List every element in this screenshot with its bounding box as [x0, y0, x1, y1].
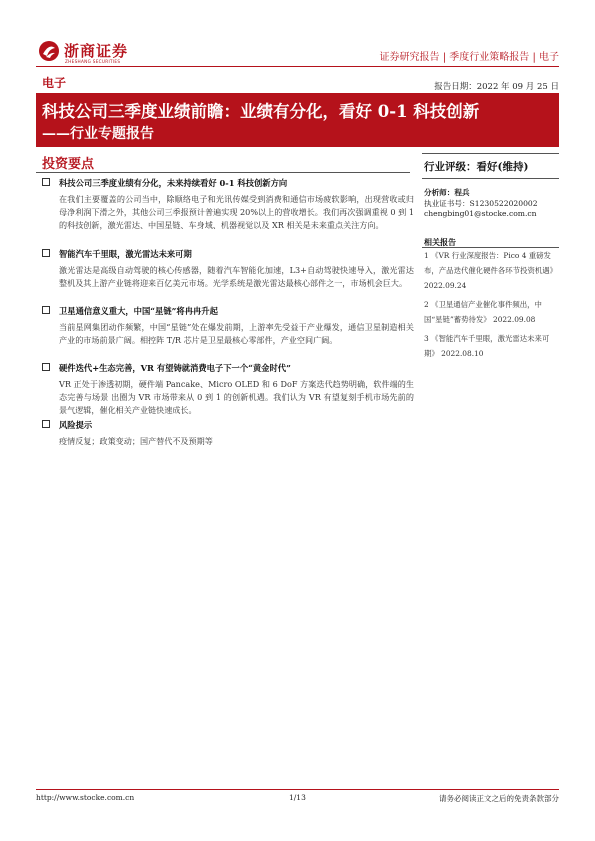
checkbox-bullet-icon — [42, 363, 50, 371]
report-subtitle: ——行业专题报告 — [42, 126, 154, 142]
footer-url[interactable]: http://www.stocke.com.cn — [36, 793, 135, 802]
investment-heading: 投资要点 — [42, 157, 95, 172]
checkbox-bullet-icon — [42, 306, 50, 314]
section-body: 在我们主要覆盖的公司当中，除顺络电子和光讯传媒受到消费和通信市场疲软影响，出现营收或归母净利润下滑之外，其他公司三季报预计普遍实现 20%以上的营收增长。我们再次强调重视 0 到 1 的科技创新，激光雷达、中国星链、车身域、机器视觉以及 XR 相关是未来重点关注方向。 — [59, 194, 414, 231]
section-1 — [42, 177, 414, 233]
section-body: 疫情反复；政策变动；国产替代不及预期等 — [59, 436, 213, 446]
section-title: 卫星通信意义重大，中国“星链”将冉冉升起 — [59, 306, 218, 316]
section-title: 智能汽车千里眼，激光雷达未来可期 — [59, 249, 192, 259]
related-report-item[interactable]: 2 《卫星通信产业催化事件频出，中国“星链”蓄势待发》 2022.09.08 — [424, 300, 542, 324]
checkbox-bullet-icon — [42, 249, 50, 257]
report-date: 报告日期：2022 年 09 月 25 日 — [434, 82, 559, 92]
related-report-item[interactable]: 1 《VR 行业深度报告：Pico 4 重磅发布，产品迭代催化硬件各环节投资机遇》 2022.09.24 — [424, 251, 558, 290]
rating-box — [422, 153, 559, 179]
checkbox-bullet-icon — [42, 178, 50, 186]
section-risk — [42, 419, 414, 448]
section-4 — [42, 362, 414, 418]
logo-mark-icon — [38, 40, 60, 62]
industry-label: 电子 — [42, 76, 67, 90]
section-body: 激光雷达是高级自动驾驶的核心传感器，随着汽车智能化加速，L3+自动驾驶快速导入，激光雷达整机及其上游产业链将迎来百亿美元市场。光学系统是激光雷达最核心部件之一，市场机会巨大。 — [59, 265, 414, 289]
logo-text-cn: 浙商证券 — [64, 42, 129, 60]
analyst-license: 执业证书号：S1230522020002 — [424, 198, 538, 208]
investment-divider — [36, 172, 410, 173]
analyst-info — [424, 188, 538, 220]
report-category: 证券研究报告 | 季度行业策略报告 | 电子 — [379, 52, 559, 63]
logo-text-en: ZHESHANG SECURITIES — [65, 59, 121, 64]
report-title: 科技公司三季度业绩前瞻：业绩有分化，看好 0-1 科技创新 — [42, 102, 480, 121]
page-number: 1/13 — [289, 793, 306, 802]
industry-rating: 行业评级：看好(维持) — [424, 161, 529, 173]
section-body: 当前星网集团动作频繁，中国“星链”处在爆发前期，上游率先受益于产业爆发，通信卫星制造相关产业的市场前景广阔。相控阵 T/R 芯片是卫星最核心零部件，产业空间广阔。 — [59, 322, 414, 346]
section-body: VR 正处于渗透初期，硬件端 Pancake、Micro OLED 和 6 DoF 方案迭代趋势明确，软件端的生态完善与场景 出圈为 VR 市场带来从 0 到 1 的创新机遇。我们认为 VR 有望复刻手机市场先前的景气逻辑，催化相关产业链快速成长。 — [59, 379, 414, 416]
checkbox-bullet-icon — [42, 420, 50, 428]
analyst-label: 分析师： — [424, 188, 455, 197]
related-reports-list — [424, 248, 559, 365]
header-divider — [36, 66, 559, 67]
section-title: 科技公司三季度业绩有分化，未来持续看好 0-1 科技创新方向 — [59, 178, 288, 188]
analyst-name: 程兵 — [454, 188, 470, 197]
section-title: 风险提示 — [59, 420, 93, 430]
footer-divider — [36, 789, 559, 790]
related-report-item[interactable]: 3 《智能汽车千里眼，激光雷达未来可期》 2022.08.10 — [424, 334, 550, 358]
analyst-email[interactable]: chengbing01@stocke.com.cn — [424, 209, 537, 218]
section-2 — [42, 248, 414, 290]
section-3 — [42, 305, 414, 347]
section-title: 硬件迭代+生态完善，VR 有望铸就消费电子下一个“黄金时代” — [59, 363, 291, 373]
footer-disclaimer: 请务必阅读正文之后的免责条款部分 — [439, 794, 559, 803]
related-reports-heading: 相关报告 — [424, 237, 456, 247]
